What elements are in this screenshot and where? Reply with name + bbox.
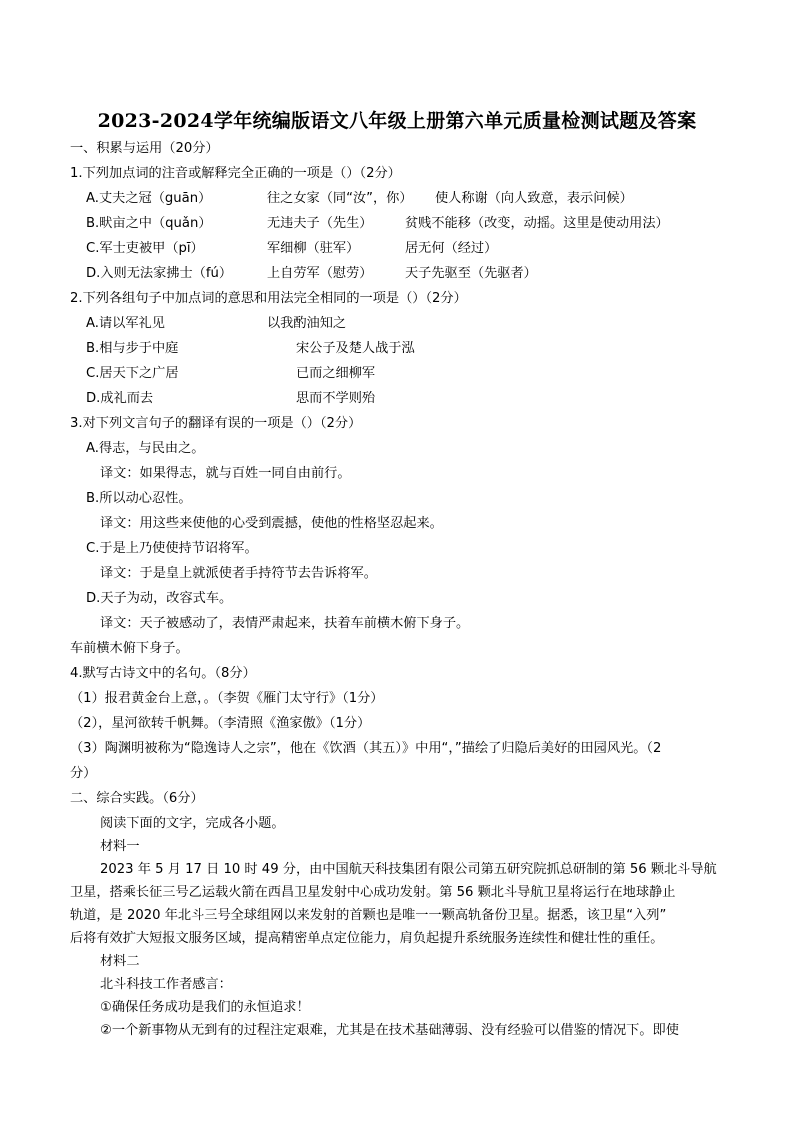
option-b-sentence: B.所以动心忍性。 <box>86 491 192 506</box>
material-1-paragraph-line: 卫星，搭乘长征三号乙运载火箭在西昌卫星发射中心成功发射。第 56 颗北斗导航卫星将运行在地球静止 <box>70 885 676 900</box>
section-heading: 一、积累与运用（20分） <box>70 141 219 156</box>
option-a-col2: 以我酌油知之 <box>267 316 347 331</box>
option-b-col2: 无违夫子（先生） <box>267 216 373 231</box>
document-title: 2023-2024学年统编版语文八年级上册第六单元质量检测试题及答案 <box>97 110 697 132</box>
option-d-col1: D.入则无法家拂士（fú） <box>86 266 233 281</box>
material-1-label: 材料一 <box>100 839 140 854</box>
option-a-translation: 译文：如果得志，就与百姓一同自由前行。 <box>100 466 351 481</box>
option-a-col1: A.丈夫之冠（guān） <box>86 191 212 206</box>
option-b-col1: B.畎亩之中（quǎn） <box>86 216 212 231</box>
option-d-col3: 天子先驱至（先驱者） <box>405 266 537 281</box>
instruction-text: 阅读下面的文字，完成各小题。 <box>100 816 285 831</box>
question-stem: 2.下列各组句子中加点词的意思和用法完全相同的一项是（）（2分） <box>70 291 467 306</box>
option-c-translation: 译文：于是皇上就派使者手持符节去告诉将军。 <box>100 566 377 581</box>
option-d-col2: 上自劳军（慰劳） <box>267 266 373 281</box>
recitation-item-2: （2），星河欲转千帆舞。（李清照《渔家傲》（1分） <box>70 716 371 731</box>
option-d-col2: 思而不学则殆 <box>296 391 376 406</box>
material-2-item-2: ②一个新事物从无到有的过程注定艰难，尤其是在技术基础薄弱、没有经验可以借鉴的情况下。即使 <box>100 1023 679 1038</box>
recitation-item-1: （1）报君黄金台上意，。（李贺《雁门太守行》（1分） <box>70 691 384 706</box>
option-c-col3: 居无何（经过） <box>405 241 498 256</box>
option-a-col2: 往之女家（同“汝”，你） <box>267 191 413 206</box>
option-a-sentence: A.得志，与民由之。 <box>86 441 205 456</box>
material-1-paragraph-line: 2023 年 5 月 17 日 10 时 49 分，由中国航天科技集团有限公司第五研究院抓总研制的第 56 颗北斗导航 <box>100 862 717 877</box>
option-d-col1: D.成礼而去 <box>86 391 154 406</box>
option-c-col1: C.居天下之广居 <box>86 366 179 381</box>
question-stem: 4.默写古诗文中的名句。（8分） <box>70 666 256 681</box>
option-c-sentence: C.于是上乃使使持节诏将军。 <box>86 541 258 556</box>
recitation-item-3-cont: 分） <box>70 766 97 781</box>
material-1-paragraph-line: 后将有效扩大短报文服务区域，提高精密单点定位能力，肩负起提升系统服务连续性和健壮性的重任。 <box>70 931 664 946</box>
option-d-translation: 译文：天子被感动了，表情严肃起来，扶着车前横木俯下身子。 <box>100 616 470 631</box>
option-c-col1: C.军士吏被甲（pī） <box>86 241 204 256</box>
option-a-col3: 使人称谢（向人致意，表示问候） <box>435 191 633 206</box>
material-2-intro: 北斗科技工作者感言： <box>100 977 232 992</box>
option-b-translation: 译文：用这些来使他的心受到震撼，使他的性格坚忍起来。 <box>100 516 443 531</box>
option-c-col2: 已而之细柳军 <box>296 366 376 381</box>
option-b-col2: 宋公子及楚人战于泓 <box>296 341 415 356</box>
option-c-col2: 军细柳（驻军） <box>267 241 360 256</box>
option-b-col3: 贫贱不能移（改变，动摇。这里是使动用法） <box>405 216 669 231</box>
option-b-col1: B.相与步于中庭 <box>86 341 179 356</box>
option-d-sentence: D.天子为动，改容式车。 <box>86 591 233 606</box>
material-1-paragraph-line: 轨道，是 2020 年北斗三号全球组网以来发射的首颗也是唯一一颗高轨备份卫星。据悉，该卫星“入列” <box>70 908 667 923</box>
recitation-item-3: （3）陶渊明被称为“隐逸诗人之宗”，他在《饮酒（其五）》中用“，”描绘了归隐后美好的田园风光。（2 <box>70 741 662 756</box>
stray-text-line: 车前横木俯下身子。 <box>70 641 189 656</box>
question-stem: 1.下列加点词的注音或解释完全正确的一项是（）（2分） <box>70 166 401 181</box>
option-a-col1: A.请以军礼见 <box>86 316 165 331</box>
question-stem: 3.对下列文言句子的翻译有误的一项是（）（2分） <box>70 416 362 431</box>
material-2-item-1: ①确保任务成功是我们的永恒追求！ <box>100 1000 310 1015</box>
material-2-label: 材料二 <box>100 954 140 969</box>
section-heading: 二、综合实践。（6分） <box>70 791 204 806</box>
